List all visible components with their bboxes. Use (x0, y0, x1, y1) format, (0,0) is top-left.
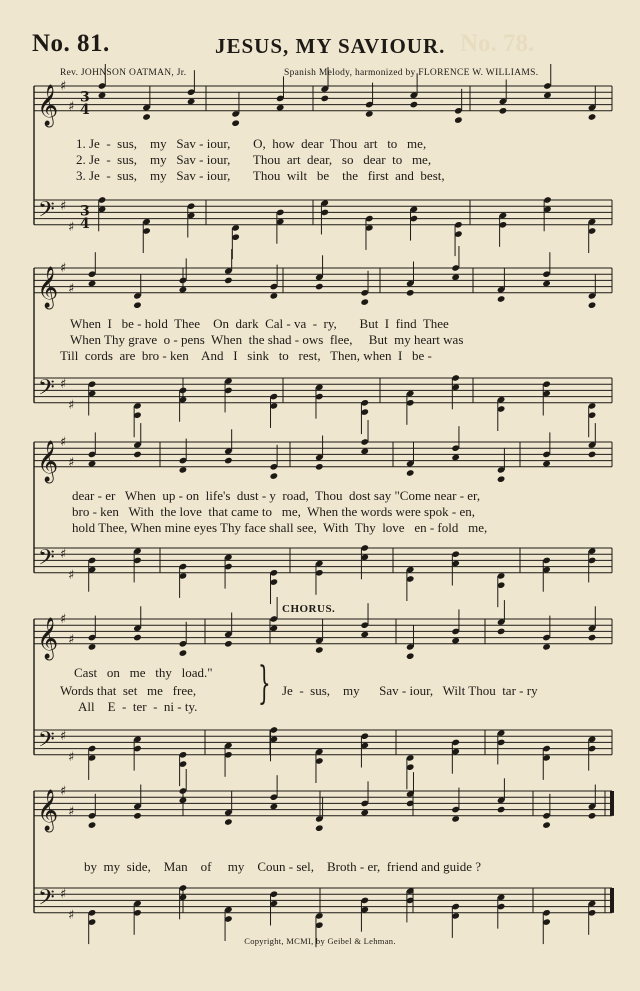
sharp-icon: ♯ (68, 632, 75, 648)
notehead (542, 821, 551, 829)
lyric-line: 1. Je - sus, my Sav - iour, O, how dear Thou art to me, (76, 136, 427, 151)
lyric-line: bro - ken With the love that came to me, When the words were spok - en, (72, 504, 475, 519)
lyric-line: 3. Je - sus, my Sav - iour, Thou wilt be the first and best, (76, 168, 445, 183)
sharp-icon: ♯ (60, 784, 67, 799)
bleed-through-text: No. 78. (460, 30, 535, 57)
sharp-icon: ♯ (60, 79, 67, 94)
treble-clef-icon: 𝄞 (37, 617, 59, 659)
treble-clef-icon: 𝄞 (37, 440, 59, 482)
notehead (142, 113, 151, 121)
notehead (179, 649, 188, 657)
notehead (499, 107, 508, 115)
sharp-icon: ♯ (60, 435, 67, 450)
time-signature-top: 3 (80, 89, 90, 106)
notehead (224, 640, 233, 648)
sharp-icon: ♯ (60, 261, 67, 276)
notehead (224, 457, 233, 465)
notehead (133, 451, 142, 459)
sharp-icon: ♯ (68, 397, 75, 413)
bass-clef-icon: 𝄢 (38, 545, 55, 576)
notehead (406, 289, 415, 297)
verse-brace: } (258, 658, 271, 709)
sharp-icon: ♯ (60, 612, 67, 627)
lyric-line: 2. Je - sus, my Sav - iour, Thou art dear, so dear to me, (76, 152, 432, 167)
notehead (588, 301, 597, 309)
notehead (315, 646, 324, 654)
lyric-line: Till cords are bro - ken And I sink to rest, Then, when I be - (60, 348, 432, 363)
bass-clef-icon: 𝄢 (38, 885, 55, 916)
lyric-line: by my side, Man of my Coun - sel, Broth - er, friend and guide ? (84, 859, 481, 874)
lyric-line: dear - er When up - on life's dust - y road, Thou dost say "Come near - er, (72, 488, 481, 503)
final-barline (610, 791, 614, 816)
notehead (88, 821, 97, 829)
sharp-icon: ♯ (60, 547, 67, 563)
time-signature-bottom: 4 (80, 215, 90, 232)
bass-clef-icon: 𝄢 (38, 727, 55, 758)
notehead (315, 463, 324, 471)
copyright-notice: Copyright, MCMI, by Geibel & Lehman. (244, 936, 396, 946)
lyric-line: Words that set me free, (60, 683, 197, 698)
notehead (497, 475, 506, 483)
notehead (133, 634, 142, 642)
notehead (320, 95, 329, 103)
final-barline (610, 888, 614, 913)
hymn-number: No. 81. (32, 30, 110, 57)
sharp-icon: ♯ (60, 729, 67, 745)
lyric-line: Je - sus, my Sav - iour, Wilt Thou tar - ry (282, 683, 538, 698)
notehead (315, 283, 324, 291)
notehead (588, 634, 597, 642)
notehead (588, 451, 597, 459)
notehead (497, 806, 506, 814)
chorus-label: CHORUS. (282, 603, 336, 615)
lyric-line: When Thy grave o - pens When the shad - ows flee, But my heart was (70, 332, 464, 347)
sharp-icon: ♯ (68, 804, 75, 820)
notehead (406, 652, 415, 660)
sharp-icon: ♯ (68, 749, 75, 765)
notehead (497, 628, 506, 636)
treble-clef-icon: 𝄞 (37, 789, 59, 831)
sharp-icon: ♯ (68, 455, 75, 471)
treble-clef-icon: 𝄞 (37, 84, 59, 126)
notehead (270, 472, 279, 480)
sharp-icon: ♯ (68, 567, 75, 583)
lyric-line: Cast on me thy load." (74, 665, 213, 680)
bass-clef-icon: 𝄢 (38, 375, 55, 406)
sharp-icon: ♯ (60, 887, 67, 903)
notehead (497, 295, 506, 303)
sharp-icon: ♯ (68, 281, 75, 297)
sharp-icon: ♯ (68, 219, 75, 235)
notehead (588, 812, 597, 820)
notehead (224, 277, 233, 285)
sharp-icon: ♯ (68, 907, 75, 923)
time-signature-bottom: 4 (80, 101, 90, 118)
notehead (231, 119, 240, 127)
words-credit: Rev. JOHNSON OATMAN, Jr. (60, 68, 187, 78)
notehead (410, 101, 419, 109)
notehead (133, 812, 142, 820)
notehead (224, 818, 233, 826)
lyric-line: hold Thee, When mine eyes Thy face shall see, With Thy love en - fold me, (72, 520, 488, 535)
notehead (315, 824, 324, 832)
notehead (588, 113, 597, 121)
notehead (406, 469, 415, 477)
notehead (360, 298, 369, 306)
hymn-title: JESUS, MY SAVIOUR. (215, 34, 446, 58)
sharp-icon: ♯ (68, 99, 75, 115)
music-credit: Spanish Melody, harmonized by FLORENCE W. WILLIAMS. (284, 68, 539, 78)
treble-clef-icon: 𝄞 (37, 266, 59, 308)
notehead (454, 116, 463, 124)
sharp-icon: ♯ (60, 199, 67, 215)
sharp-icon: ♯ (60, 377, 67, 393)
lyric-line: All E - ter - ni - ty. (78, 699, 198, 714)
lyric-line: When I be - hold Thee On dark Cal - va - ry, But I find Thee (70, 316, 449, 331)
notehead (133, 301, 142, 309)
bass-clef-icon: 𝄢 (38, 197, 55, 228)
time-signature-top: 3 (80, 203, 90, 220)
